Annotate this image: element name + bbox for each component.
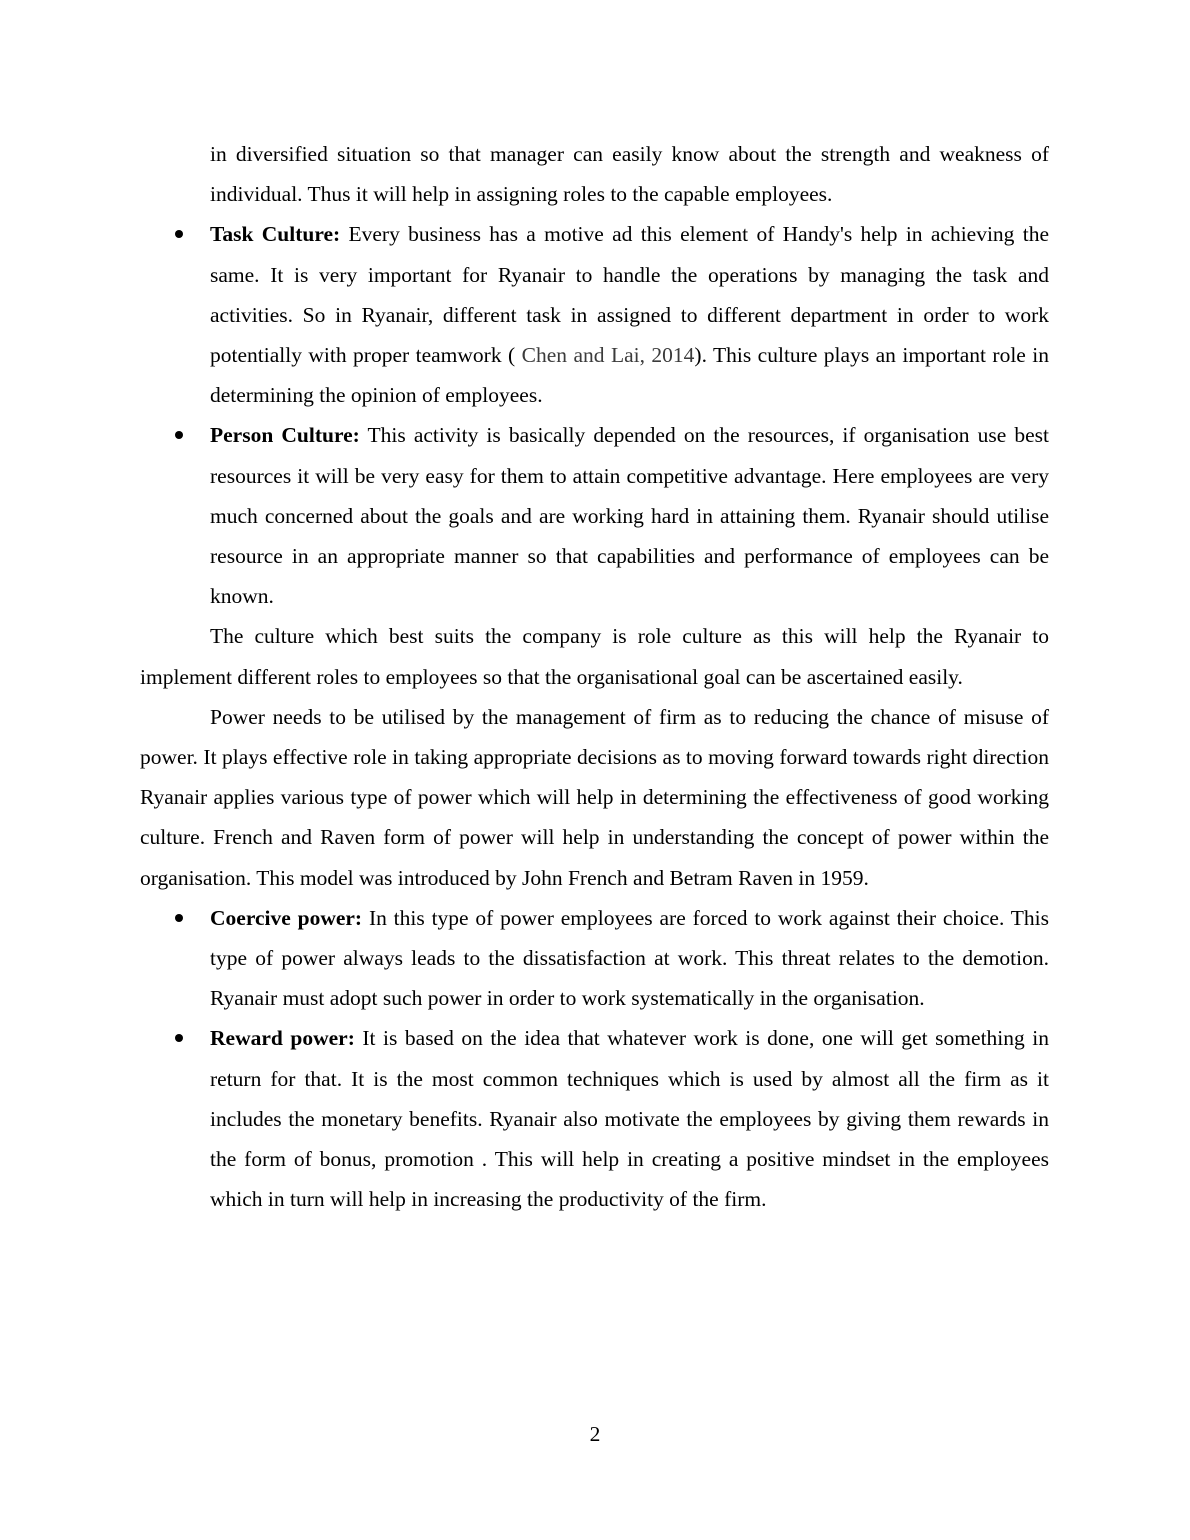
role-culture-paragraph: The culture which best suits the company is role culture as this will help the Ryanair to implement different roles to employees so that the organisational goal can be ascertained easily.	[140, 624, 1049, 689]
reward-power-text	[210, 1018, 1049, 1219]
list-item-reward-power	[210, 1018, 1049, 1219]
coercive-power-body: In this type of power employees are forced to work against their choice. This type of power always leads to the dissatisfaction at work. This threat relates to the demotion. Ryanair must adopt such power in order to work systematically in the organisation.	[210, 905, 1050, 1011]
coercive-power-term: Coercive power:	[210, 905, 363, 930]
task-culture-term: Task Culture:	[210, 222, 341, 247]
task-culture-text	[210, 214, 1049, 415]
list-item-person-culture	[210, 415, 1049, 616]
bullet-icon	[175, 1034, 183, 1042]
citation: Chen and Lai, 2014	[515, 343, 695, 368]
document-body	[140, 134, 1049, 1219]
page-number: 2	[589, 1422, 601, 1446]
reward-power-body: It is based on the idea that whatever work is done, one will get something in return for that. It is the most common techniques which is used by almost all the firm as it includes the monetary benefits. Ryanair also motivate the employees by giving them rewards in the form of bonus, promotion . This will help in creating a positive mindset in the employees which in turn will help in increasing the productivity of the firm.	[210, 1026, 1050, 1212]
power-intro-paragraph: Power needs to be utilised by the management of firm as to reducing the chance of misuse of power. It plays effective role in taking appropriate decisions as to moving forward towards right direction Ryanair applies various type of power which will help in determining the effectiveness of good working culture. French and Raven form of power will help in understanding the concept of power within the organisation. This model was introduced by John French and Betram Raven in 1959.	[140, 704, 1049, 890]
person-culture-term: Person Culture:	[210, 423, 360, 448]
bullet-icon	[175, 914, 183, 922]
continuation-paragraph: in diversified situation so that manager can easily know about the strength and weakness of individual. Thus it will help in assigning roles to the capable employees.	[210, 142, 1049, 207]
bullet-icon	[175, 431, 183, 439]
task-culture-body: Every business has a motive ad this element of Handy's help in achieving the same. It is very important for Ryanair to handle the operations by managing the task and activities. So in Ryanair, different task in assigned to different department in order to work potentially with proper teamwork (	[210, 222, 1050, 368]
task-culture-body-end: ). This culture plays an important role in determining the opinion of employees.	[210, 343, 1050, 408]
reward-power-term: Reward power:	[210, 1026, 355, 1051]
list-item-task-culture	[210, 214, 1049, 415]
list-item-coercive-power	[210, 898, 1049, 1019]
coercive-power-text	[210, 898, 1049, 1019]
person-culture-text	[210, 415, 1049, 616]
bullet-icon	[175, 230, 183, 238]
person-culture-body: This activity is basically depended on the resources, if organisation use best resources it will be very easy for them to attain competitive advantage. Here employees are very much concerned about the goals and are working hard in attaining them. Ryanair should utilise resource in an appropriate manner so that capabilities and performance of employees can be known.	[210, 423, 1049, 609]
